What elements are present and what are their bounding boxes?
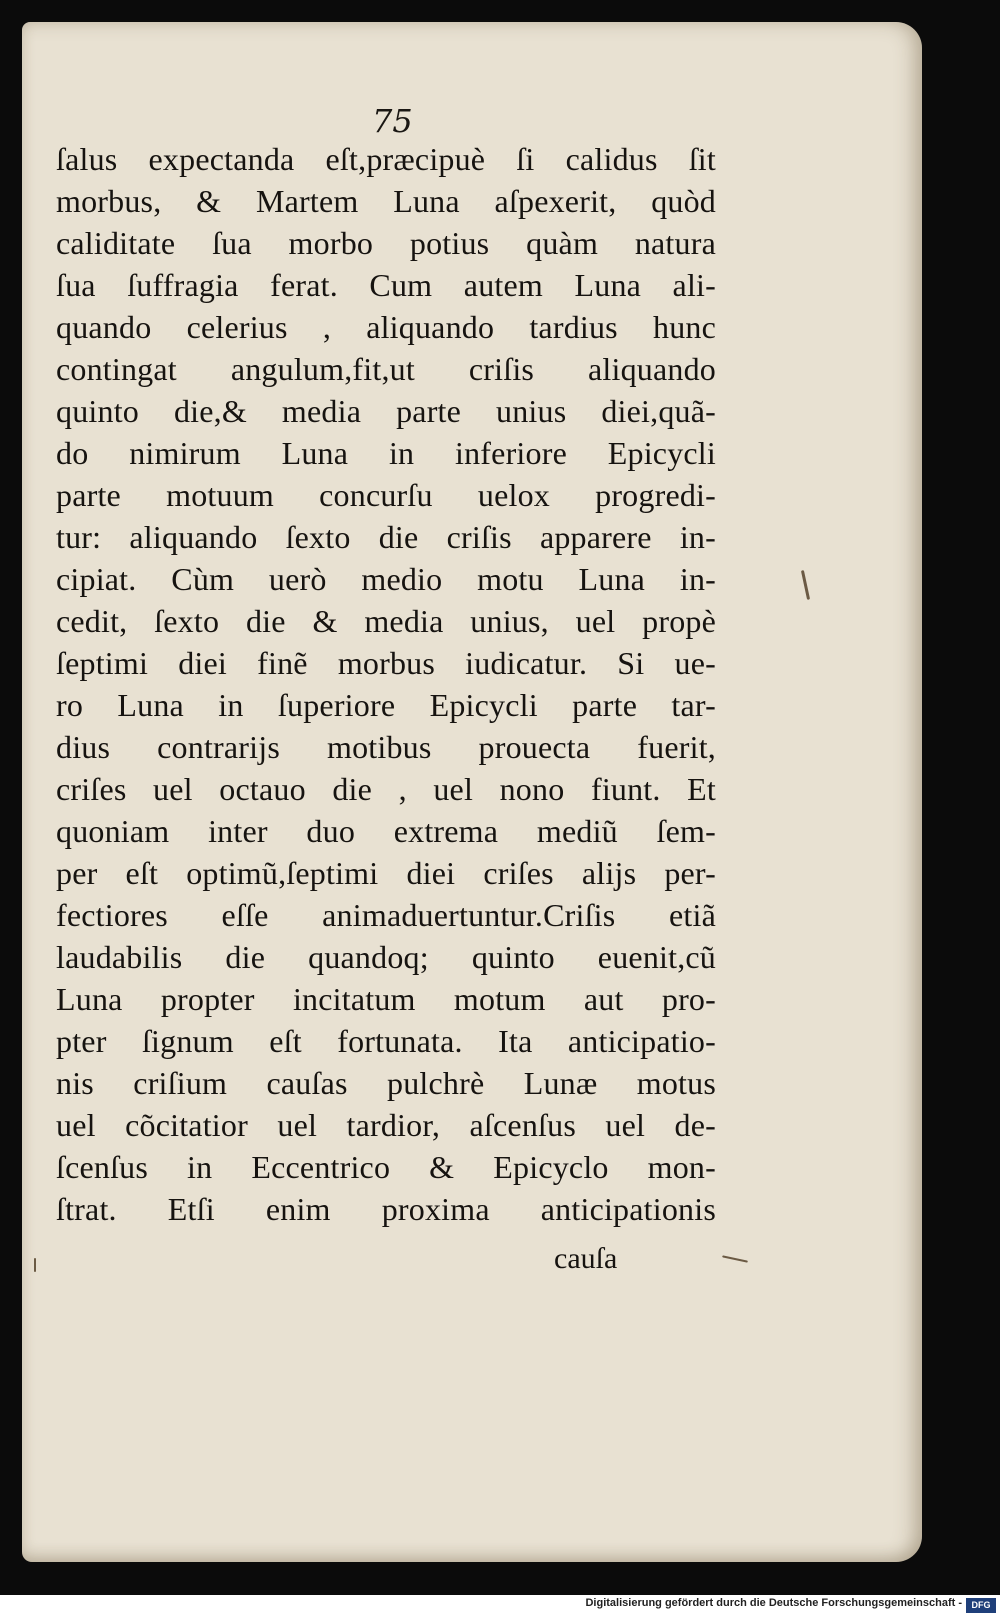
text-line: Luna propter incitatum motum aut pro- <box>56 981 716 1017</box>
text-line: quinto die,& media parte unius diei,quã- <box>56 393 716 429</box>
paper-speck <box>801 570 810 600</box>
text-line: cipiat. Cùm uerò medio motu Luna in- <box>56 561 716 597</box>
text-line: fectiores eſſe animaduertuntur.Criſis etiã <box>56 897 716 933</box>
text-line: quando celerius , aliquando tardius hunc <box>56 309 716 345</box>
catchword: cauſa <box>554 1242 618 1275</box>
dfg-logo: DFG <box>966 1598 996 1613</box>
book-page <box>22 22 922 1562</box>
text-line: do nimirum Luna in inferiore Epicycli <box>56 435 716 471</box>
paper-speck <box>722 1255 748 1262</box>
page-number: 75 <box>372 102 413 140</box>
text-line: cedit, ſexto die & media unius, uel propè <box>56 603 716 639</box>
text-line: parte motuum concurſu uelox progredi- <box>56 477 716 513</box>
text-line: tur: aliquando ſexto die criſis apparere in- <box>56 519 716 555</box>
text-line: ſua ſuffragia ferat. Cum autem Luna ali- <box>56 267 716 303</box>
text-line: ſalus expectanda eſt,præcipuè ſi calidus ſit <box>56 141 716 177</box>
text-line: ſcenſus in Eccentrico & Epicyclo mon- <box>56 1149 716 1185</box>
footer-bar <box>0 1595 1000 1617</box>
text-line: pter ſignum eſt fortunata. Ita anticipatio- <box>56 1023 716 1059</box>
text-line: nis criſium cauſas pulchrè Lunæ motus <box>56 1065 716 1101</box>
text-line: ro Luna in ſuperiore Epicycli parte tar- <box>56 687 716 723</box>
text-line: caliditate ſua morbo potius quàm natura <box>56 225 716 261</box>
text-line: laudabilis die quandoq; quinto euenit,cũ <box>56 939 716 975</box>
text-line: ſeptimi diei finẽ morbus iudicatur. Si ue- <box>56 645 716 681</box>
text-line: dius contrarijs motibus prouecta fuerit, <box>56 729 716 765</box>
text-line: quoniam inter duo extrema mediũ ſem- <box>56 813 716 849</box>
text-line: uel cõcitatior uel tardior, aſcenſus uel de- <box>56 1107 716 1143</box>
text-line: criſes uel octauo die , uel nono fiunt. Et <box>56 771 716 807</box>
paper-speck <box>34 1258 36 1272</box>
body-text <box>56 138 716 1230</box>
text-line: contingat angulum,fit,ut criſis aliquando <box>56 351 716 387</box>
text-line: ſtrat. Etſi enim proxima anticipationis <box>56 1191 716 1227</box>
digitization-credit: Digitalisierung gefördert durch die Deutsche Forschungsgemeinschaft - <box>585 1597 962 1609</box>
text-line: morbus, & Martem Luna aſpexerit, quòd <box>56 183 716 219</box>
text-line: per eſt optimũ,ſeptimi diei criſes alijs per- <box>56 855 716 891</box>
